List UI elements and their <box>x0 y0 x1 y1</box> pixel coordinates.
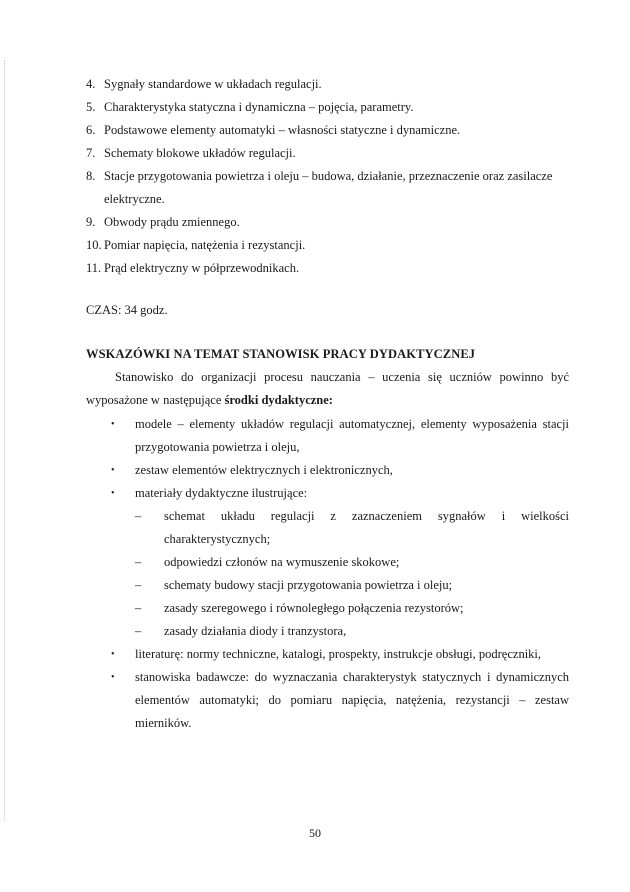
item-text: Charakterystyka statyczna i dynamiczna – pojęcia, parametry. <box>104 100 414 114</box>
sublist-item <box>135 620 569 643</box>
item-text: stanowiska badawcze: do wyznaczania charakterystyk statycznych i dynamicznych elementów automatyki; do pomiaru napięcia, natężenia, rezystancji – zestaw mierników. <box>135 670 569 730</box>
list-item <box>111 666 569 735</box>
intro-paragraph <box>86 366 569 412</box>
list-item <box>86 96 576 119</box>
list-item <box>86 73 576 96</box>
item-number: 8. <box>86 169 96 183</box>
item-text: Stacje przygotowania powietrza i oleju – budowa, działanie, przeznaczenie oraz zasilacze elektryczne. <box>104 169 553 206</box>
intro-line-1: Stanowisko do organizacji procesu nauczania – uczenia się uczniów powinno być <box>115 370 569 384</box>
item-number: 4. <box>86 77 96 91</box>
item-text: materiały dydaktyczne ilustrujące: <box>135 486 308 500</box>
item-number: 10. <box>86 238 102 252</box>
bullet-icon: • <box>111 419 115 430</box>
list-item <box>111 459 569 482</box>
dash-icon: – <box>135 578 142 592</box>
sublist <box>135 505 569 643</box>
list-item <box>111 643 569 666</box>
bullet-icon: • <box>111 672 115 683</box>
bullet-icon: • <box>111 649 115 660</box>
list-item <box>86 165 576 211</box>
list-item <box>111 482 569 505</box>
list-item <box>86 211 576 234</box>
item-text: Schematy blokowe układów regulacji. <box>104 146 296 160</box>
page-number: 50 <box>309 826 321 840</box>
item-number: 5. <box>86 100 96 114</box>
dash-icon: – <box>135 601 142 615</box>
time-allocation: CZAS: 34 godz. <box>86 303 168 317</box>
item-text: schematy budowy stacji przygotowania powietrza i oleju; <box>164 578 453 592</box>
dash-icon: – <box>135 509 142 523</box>
item-text: zasady działania diody i tranzystora, <box>164 624 347 638</box>
numbered-topic-list <box>86 73 576 280</box>
item-text: zasady szeregowego i równoległego połączenia rezystorów; <box>164 601 464 615</box>
list-item <box>86 234 576 257</box>
item-text: odpowiedzi członów na wymuszenie skokowe; <box>164 555 400 569</box>
item-text: Podstawowe elementy automatyki – własności statyczne i dynamiczne. <box>104 123 461 137</box>
item-text: Obwody prądu zmiennego. <box>104 215 240 229</box>
item-text: zestaw elementów elektrycznych i elektronicznych, <box>135 463 393 477</box>
list-item <box>86 142 576 165</box>
list-item <box>86 257 576 280</box>
scan-edge-dots <box>4 60 6 820</box>
item-text: Pomiar napięcia, natężenia i rezystancji. <box>104 238 306 252</box>
item-number: 9. <box>86 215 96 229</box>
item-number: 6. <box>86 123 96 137</box>
sublist-item <box>135 505 569 551</box>
item-text: Sygnały standardowe w układach regulacji. <box>104 77 322 91</box>
dash-icon: – <box>135 555 142 569</box>
sublist-item <box>135 551 569 574</box>
intro-emphasis: środki dydaktyczne: <box>224 393 333 407</box>
item-text: modele – elementy układów regulacji automatycznej, elementy wyposażenia stacji przygotowania powietrza i oleju, <box>135 417 569 454</box>
bullet-icon: • <box>111 488 115 499</box>
sublist-item <box>135 574 569 597</box>
section-heading: WSKAZÓWKI NA TEMAT STANOWISK PRACY DYDAKTYCZNEJ <box>86 347 476 361</box>
sublist-item <box>135 597 569 620</box>
item-text: Prąd elektryczny w półprzewodnikach. <box>104 261 300 275</box>
intro-line-2 <box>86 389 569 412</box>
list-item <box>111 413 569 459</box>
item-text: literaturę: normy techniczne, katalogi, prospekty, instrukcje obsługi, podręczniki, <box>135 647 542 661</box>
item-number: 11. <box>86 261 102 275</box>
item-number: 7. <box>86 146 96 160</box>
bullet-icon: • <box>111 465 115 476</box>
item-text: schemat układu regulacji z zaznaczeniem sygnałów i wielkości charakterystycznych; <box>164 509 569 546</box>
teaching-aids-list <box>111 413 569 735</box>
dash-icon: – <box>135 624 142 638</box>
intro-line-2-text: wyposażone w następujące <box>86 393 225 407</box>
list-item <box>86 119 576 142</box>
